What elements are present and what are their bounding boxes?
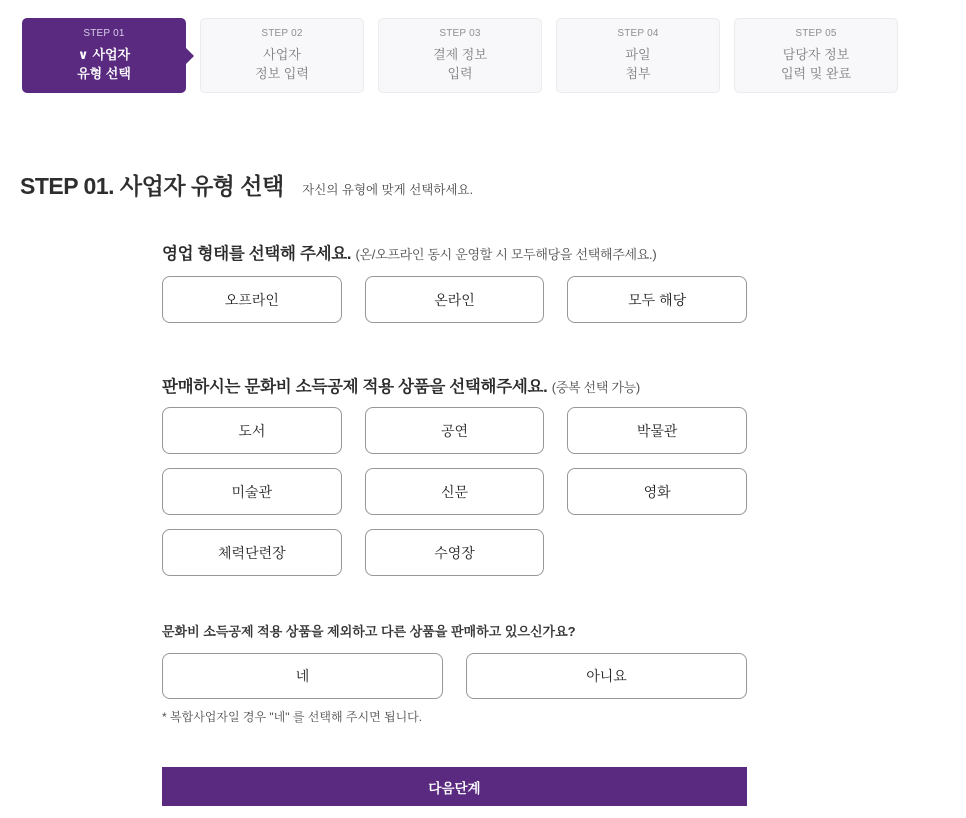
option-online[interactable]: 온라인	[365, 276, 545, 323]
step-1-business-type-select[interactable]	[22, 18, 186, 93]
option-no[interactable]: 아니요	[466, 653, 747, 699]
check-icon: ∨	[77, 46, 89, 62]
step-label-line1: 결제 정보	[433, 46, 487, 62]
section-business-type-note: (온/오프라인 동시 운영할 시 모두해당을 선택해주세요.)	[355, 247, 657, 262]
section-business-type	[162, 240, 747, 323]
section-products	[162, 373, 747, 576]
step-label-line2: 유형 선택	[77, 65, 131, 81]
step-label-line1: 파일	[625, 46, 651, 62]
step-4-file-attach[interactable]	[556, 18, 720, 93]
step-number-label: STEP 04	[617, 27, 659, 39]
page-title: STEP 01. 사업자 유형 선택	[20, 173, 284, 199]
option-gym[interactable]: 체력단련장	[162, 529, 342, 576]
product-options	[162, 407, 747, 576]
arrow-right-icon	[185, 47, 194, 65]
option-swimming-pool[interactable]: 수영장	[365, 529, 545, 576]
next-step-button[interactable]: 다음단계	[162, 767, 747, 806]
step-number-label: STEP 01	[83, 27, 125, 39]
option-newspaper[interactable]: 신문	[365, 468, 545, 515]
complex-business-note: * 복합사업자일 경우 "네" 를 선택해 주시면 됩니다.	[162, 710, 423, 724]
page-heading	[20, 168, 473, 201]
section-products-note: (중복 선택 가능)	[551, 380, 640, 395]
section-products-title: 판매하시는 문화비 소득공제 적용 상품을 선택해주세요.	[162, 378, 548, 396]
section-other-products	[162, 621, 747, 725]
option-movie[interactable]: 영화	[567, 468, 747, 515]
option-offline[interactable]: 오프라인	[162, 276, 342, 323]
step-label-line2: 첨부	[625, 65, 651, 81]
business-type-options	[162, 276, 747, 323]
option-yes[interactable]: 네	[162, 653, 443, 699]
step-number-label: STEP 05	[795, 27, 837, 39]
page-subtitle: 자신의 유형에 맞게 선택하세요.	[302, 183, 474, 197]
step-label-line2: 정보 입력	[255, 65, 309, 81]
step-2-business-info[interactable]	[200, 18, 364, 93]
form-content	[162, 240, 747, 806]
option-performance[interactable]: 공연	[365, 407, 545, 454]
option-art-gallery[interactable]: 미술관	[162, 468, 342, 515]
step-label-line1: 사업자	[92, 46, 131, 62]
other-products-question: 문화비 소득공제 적용 상품을 제외하고 다른 상품을 판매하고 있으신가요?	[162, 624, 576, 639]
step-5-manager-info[interactable]	[734, 18, 898, 93]
option-both[interactable]: 모두 해당	[567, 276, 747, 323]
option-museum[interactable]: 박물관	[567, 407, 747, 454]
step-3-payment-info[interactable]	[378, 18, 542, 93]
step-label-line1: 담당자 정보	[782, 46, 850, 62]
step-label-line1: 사업자	[263, 46, 301, 62]
step-number-label: STEP 03	[439, 27, 481, 39]
step-indicator	[22, 18, 898, 93]
step-label-line2: 입력	[447, 65, 473, 81]
step-number-label: STEP 02	[261, 27, 303, 39]
step-label-line2: 입력 및 완료	[780, 65, 851, 81]
yes-no-options	[162, 653, 747, 699]
section-business-type-title: 영업 형태를 선택해 주세요.	[162, 245, 352, 263]
option-books[interactable]: 도서	[162, 407, 342, 454]
